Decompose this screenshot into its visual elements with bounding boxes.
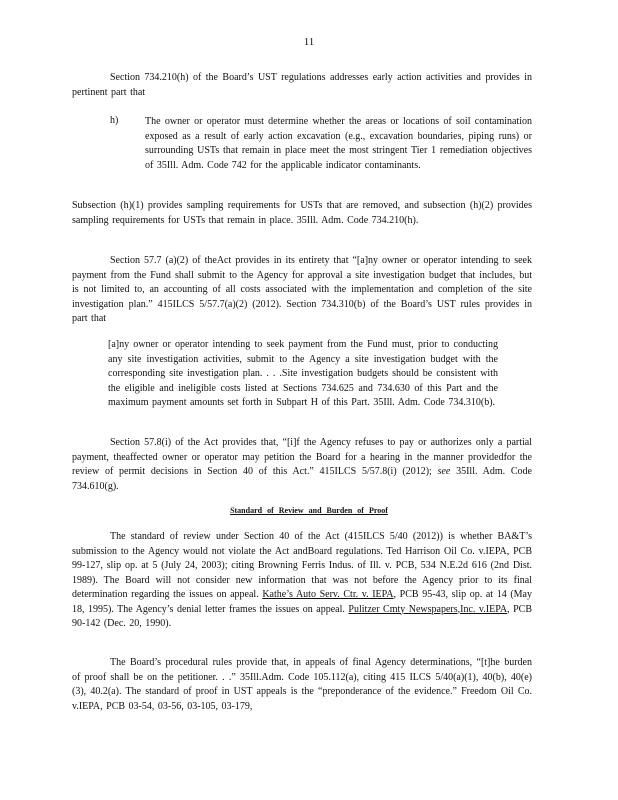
paragraph-sampling-requirements: Subsection (h)(1) provides sampling requirements for USTs that are removed, and subsection (h)(2) provides sampling requirements for USTs that remain in place. 35Ill. Adm. Code 734.210(h). xyxy=(72,200,532,226)
case-citation-pulitzer: Pulitzer Cmty Newspapers,Inc. v.IEPA xyxy=(348,603,508,615)
p7-text-a: The standard of review under Section 40 of the Act (415ILCS 5/40 (2012)) is whether BA&T’s submission to the Agency would not violate the Act andBoard regulations. Ted Harrison Oil Co. v.IEPA, PCB 99-127, slip op. at 5 (July 24, 2003); citing Browning Ferris Indus. of Ill. v. PCB, 534 N.E.2d 616 (2nd Dist. 1989). The Board will not consider new information that was not before the Agency prior to its final determination regarding the issues on appeal. xyxy=(72,531,532,600)
paragraph-section-734-210h: Section 734.210(h) of the Board’s UST regulations addresses early action activities and provides in pertinent part that xyxy=(72,72,532,98)
block-quote-subsection-h: The owner or operator must determine whether the areas or locations of soil contamination exposed as a result of early action excavation (e.g., excavation boundaries, piping runs) or surrounding USTs that remain in place meet the most stringent Tier 1 remediation objectives of 35Ill. Adm. Code 742 for the applicable indicator contaminants. xyxy=(145,116,532,171)
paragraph-standard-of-review xyxy=(72,530,532,632)
see-signal: see xyxy=(437,466,451,477)
paragraph-section-57-8i xyxy=(72,436,532,494)
p7-text-b: , PCB 95-43, slip op. at 14 (May 18, 1995). The Agency’s denial letter frames the issues on appeal. xyxy=(72,589,532,615)
p6-text-a: Section 57.8(i) of the Act provides that, “[i]f the Agency refuses to pay or authorizes only a partial payment, theaffected owner or operator may petition the Board for a hearing in the manner providedfor the review of permit decisions in Section 40 of this Act.” 415ILCS 5/57.8(i) (2012); xyxy=(72,437,532,477)
case-citation-kathes: Kathe’s Auto Serv. Ctr. v. IEPA xyxy=(262,589,394,600)
paragraph-section-57-7: Section 57.7 (a)(2) of theAct provides in its entirety that “[a]ny owner or operator intending to seek payment from the Fund shall submit to the Agency for approval a site investigation budget that includes, but is not limited to, an accounting of all costs associated with the implementation and completion of the site investigation plan.” 415ILCS 5/57.7(a)(2) (2012). Section 734.310(b) of the Board’s UST rules provides in part that xyxy=(72,255,532,324)
p7-text-c: , PCB 90-142 (Dec. 20, 1990). xyxy=(72,603,532,629)
p6-text-b: 35Ill. Adm. Code 734.610(g). xyxy=(72,466,532,492)
page-number: 11 xyxy=(303,36,315,48)
subsection-label-h: h) xyxy=(110,115,119,126)
section-heading: Standard of Review and Burden of Proof xyxy=(230,506,388,515)
block-quote-734-310b: [a]ny owner or operator intending to seek payment from the Fund must, prior to conducting any site investigation activities, submit to the Agency a site investigation budget with the corresponding site investigation plan. . . .Site investigation budgets should be consistent with the eligible and ineligible costs listed at Sections 734.625 and 734.630 of this Part and the maximum payment amounts set forth in Subpart H of this Part. 35Ill. Adm. Code 734.310(b). xyxy=(108,339,498,408)
paragraph-burden-of-proof: The Board’s procedural rules provide that, in appeals of final Agency determinations, “[t]he burden of proof shall be on the petitioner. . .” 35Ill.Adm. Code 105.112(a), citing 415 ILCS 5/40(a)(1), 40(b), 40(e)(3), 40.2(a). The standard of proof in UST appeals is the “preponderance of the evidence.” Freedom Oil Co. v.IEPA, PCB 03-54, 03-56, 03-105, 03-179, xyxy=(72,657,532,712)
